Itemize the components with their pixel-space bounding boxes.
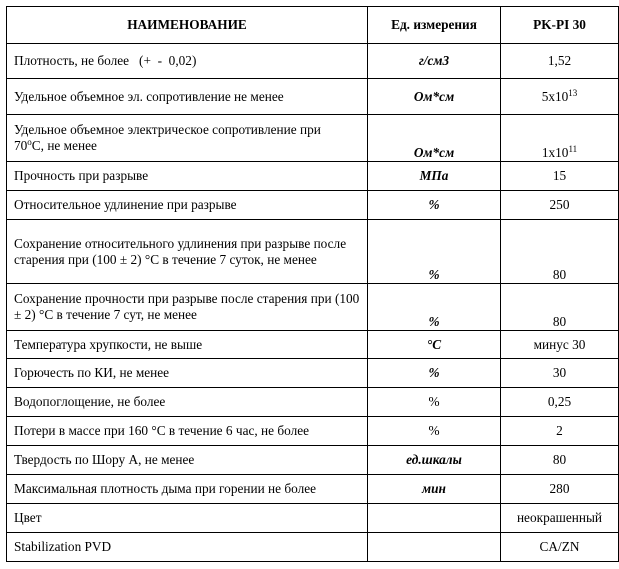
row-name: Прочность при разрыве bbox=[7, 162, 368, 191]
row-value: $5x10^{13}$ bbox=[501, 79, 619, 115]
row-value: 80 bbox=[501, 446, 619, 475]
row-unit bbox=[368, 533, 501, 562]
row-value: 15 bbox=[501, 162, 619, 191]
row-name: Плотность, не более (+ - 0,02) bbox=[7, 44, 368, 79]
table-row bbox=[7, 162, 619, 191]
table-row bbox=[7, 115, 619, 162]
table-row bbox=[7, 475, 619, 504]
header-unit: Ед. измерения bbox=[368, 7, 501, 44]
row-name: Stabilization PVD bbox=[7, 533, 368, 562]
table-row bbox=[7, 79, 619, 115]
table-row bbox=[7, 504, 619, 533]
row-value: 1,52 bbox=[501, 44, 619, 79]
header-product: PK-PI 30 bbox=[501, 7, 619, 44]
row-unit: г/см3 bbox=[368, 44, 501, 79]
row-value: 2 bbox=[501, 417, 619, 446]
row-name: Потери в массе при 160 °С в течение 6 час, не более bbox=[7, 417, 368, 446]
table-row bbox=[7, 417, 619, 446]
row-unit: Ом*см bbox=[368, 79, 501, 115]
row-unit: % bbox=[368, 388, 501, 417]
row-unit: % bbox=[368, 220, 501, 284]
row-name: Сохранение прочности при разрыве после старения при (100 ± 2) °С в течение 7 сут, не менее bbox=[7, 284, 368, 331]
row-value: неокрашенный bbox=[501, 504, 619, 533]
table-row bbox=[7, 44, 619, 79]
table-row bbox=[7, 284, 619, 331]
row-unit: ед.шкалы bbox=[368, 446, 501, 475]
row-name: Максимальная плотность дыма при горении не более bbox=[7, 475, 368, 504]
row-unit bbox=[368, 504, 501, 533]
row-value: 280 bbox=[501, 475, 619, 504]
row-value: 80 bbox=[501, 220, 619, 284]
row-name: Сохранение относительного удлинения при разрыве после старения при (100 ± 2) °С в течение 7 суток, не менее bbox=[7, 220, 368, 284]
table-row bbox=[7, 533, 619, 562]
row-name: Температура хрупкости, не выше bbox=[7, 331, 368, 359]
row-name: Водопоглощение, не более bbox=[7, 388, 368, 417]
row-name: Твердость по Шору А, не менее bbox=[7, 446, 368, 475]
header-row bbox=[7, 7, 619, 44]
row-unit: % bbox=[368, 417, 501, 446]
row-unit: % bbox=[368, 284, 501, 331]
row-value: 0,25 bbox=[501, 388, 619, 417]
specification-table bbox=[6, 6, 619, 562]
table-row bbox=[7, 331, 619, 359]
row-name: Относительное удлинение при разрыве bbox=[7, 191, 368, 220]
table-row bbox=[7, 359, 619, 388]
table-row bbox=[7, 446, 619, 475]
table-row bbox=[7, 388, 619, 417]
table-row bbox=[7, 220, 619, 284]
row-value: 80 bbox=[501, 284, 619, 331]
row-value: минус 30 bbox=[501, 331, 619, 359]
row-name: Удельное объемное эл. сопротивление не менее bbox=[7, 79, 368, 115]
header-name: НАИМЕНОВАНИЕ bbox=[7, 7, 368, 44]
row-name: Удельное объемное электрическое сопротивление при 70$^o$С, не менее bbox=[7, 115, 368, 162]
table-row bbox=[7, 191, 619, 220]
row-value: 30 bbox=[501, 359, 619, 388]
row-value: CA/ZN bbox=[501, 533, 619, 562]
row-unit: % bbox=[368, 359, 501, 388]
row-value: 250 bbox=[501, 191, 619, 220]
row-unit: °С bbox=[368, 331, 501, 359]
row-unit: % bbox=[368, 191, 501, 220]
row-unit: Ом*см bbox=[368, 115, 501, 162]
row-name: Горючесть по КИ, не менее bbox=[7, 359, 368, 388]
row-unit: МПа bbox=[368, 162, 501, 191]
row-name: Цвет bbox=[7, 504, 368, 533]
row-unit: мин bbox=[368, 475, 501, 504]
row-value: $1x10^{11}$ bbox=[501, 115, 619, 162]
